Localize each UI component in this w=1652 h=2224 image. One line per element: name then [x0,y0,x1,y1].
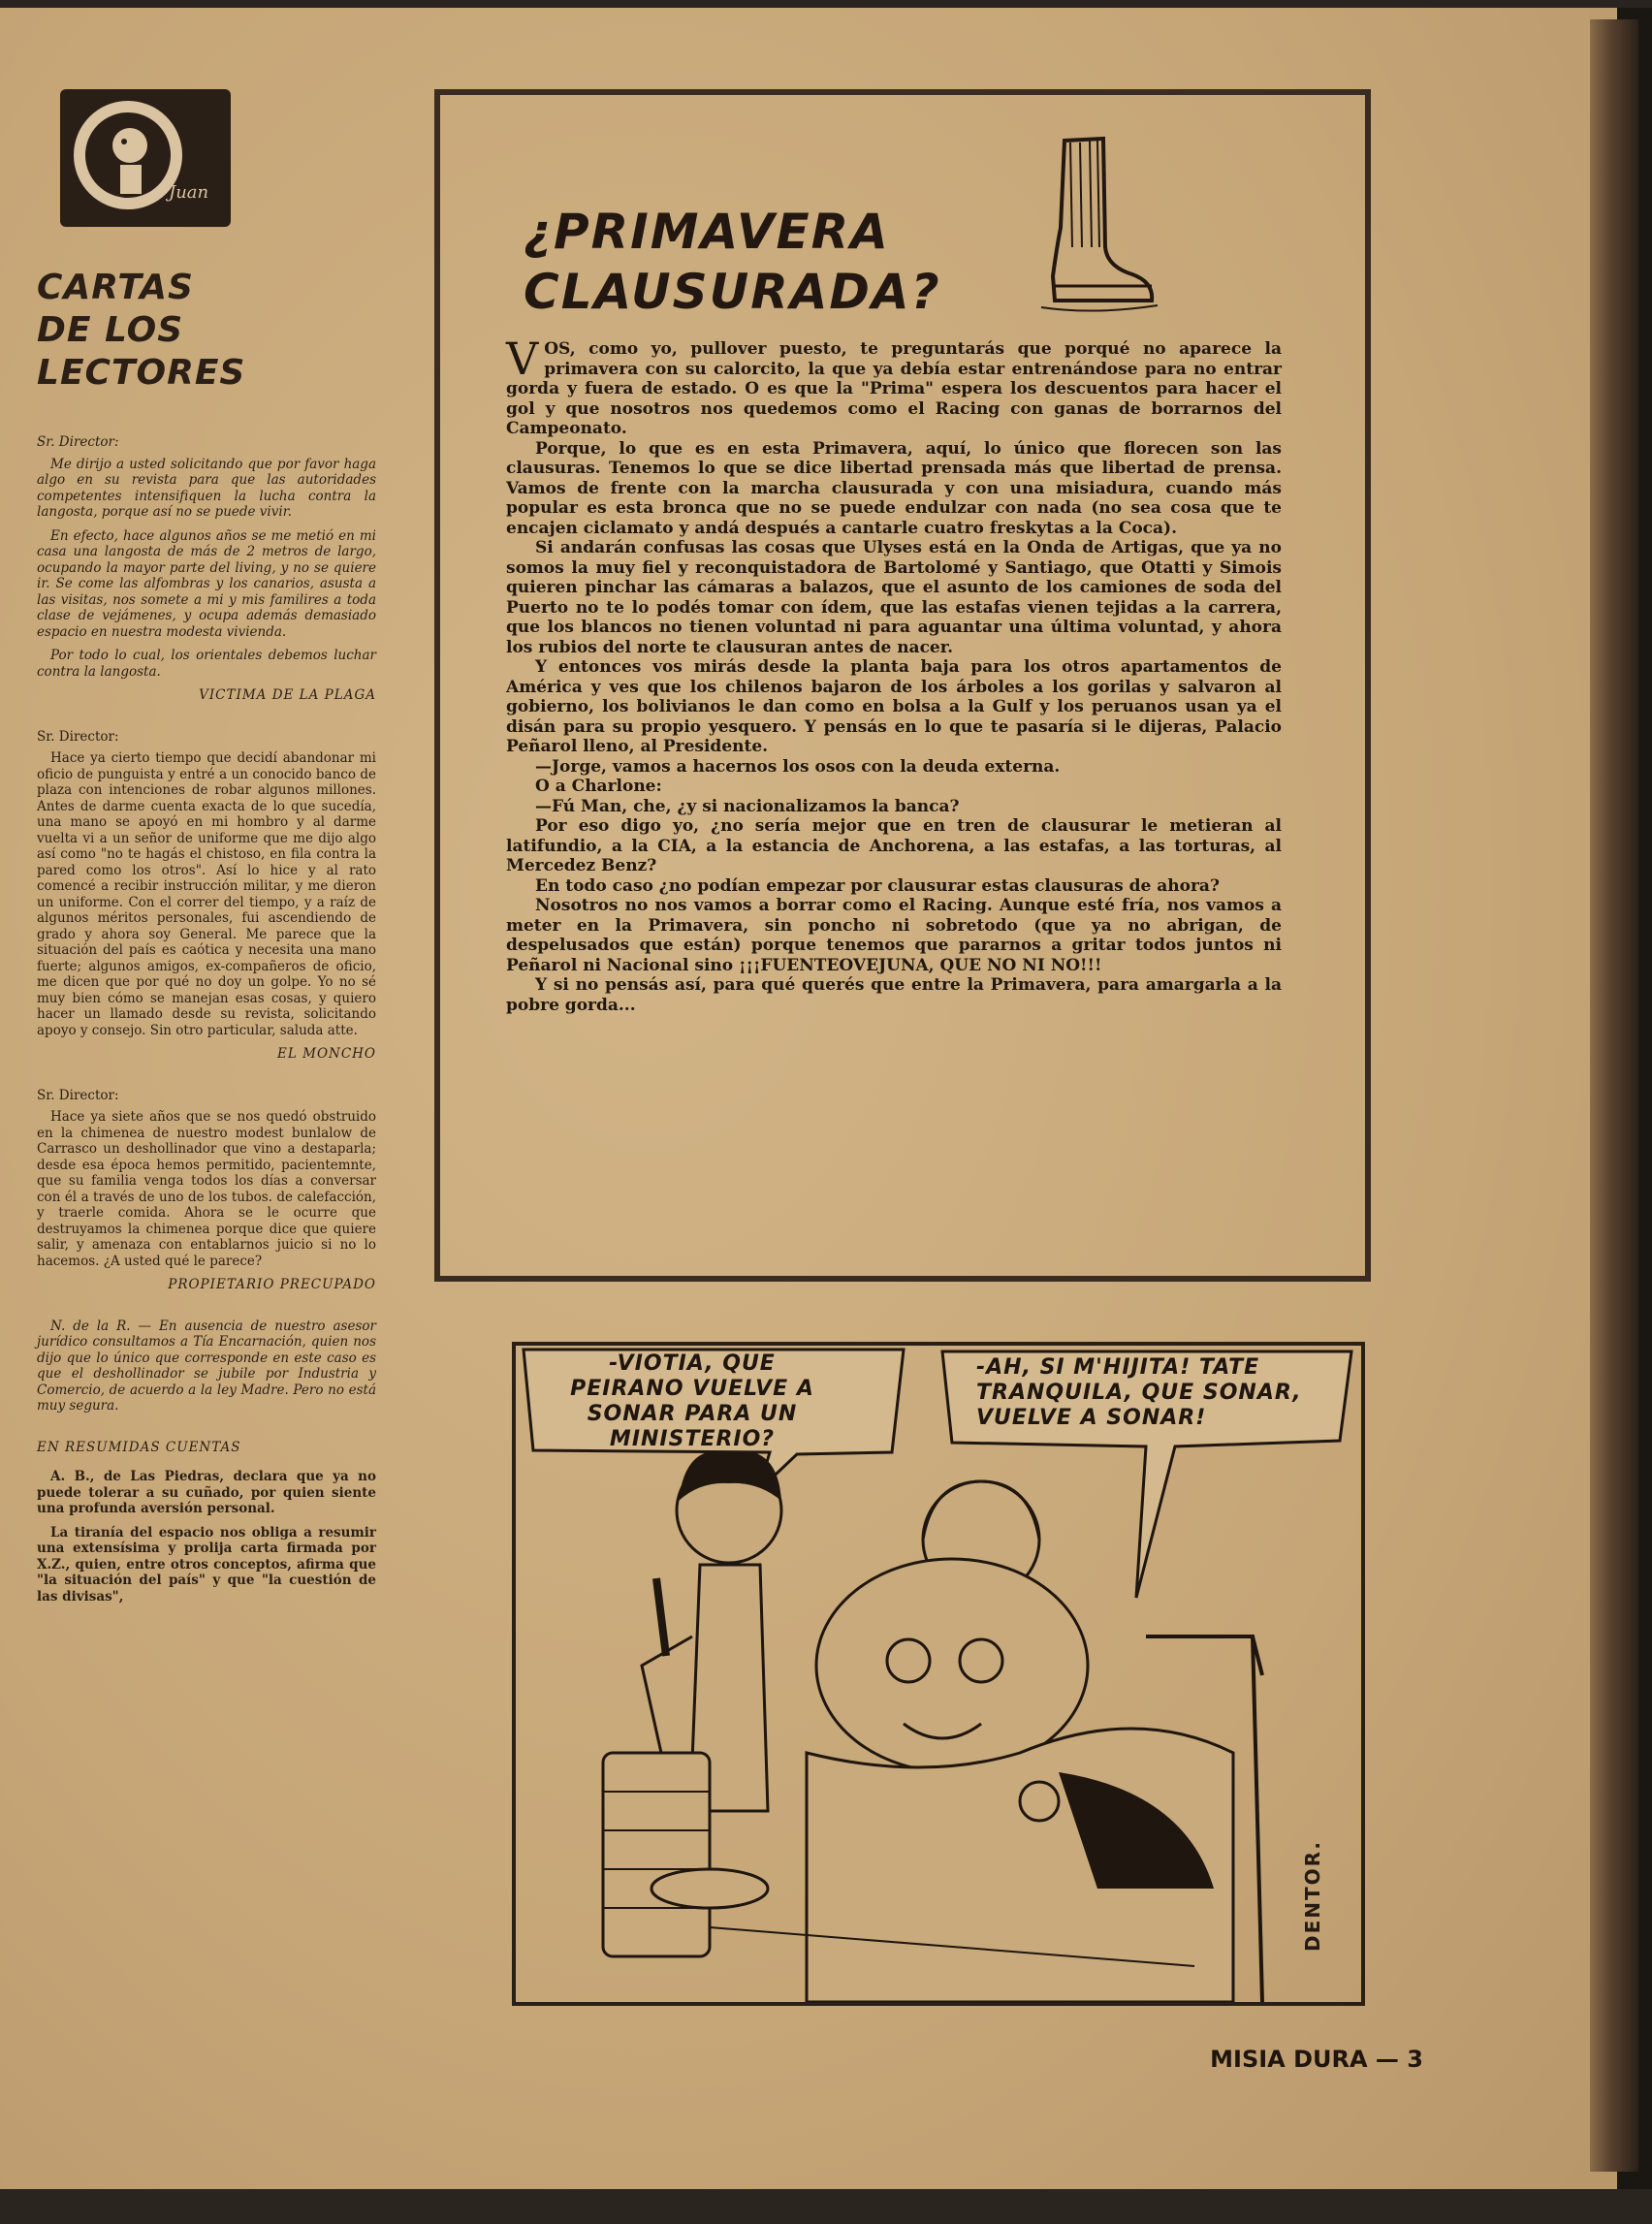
speech-bubble-left: -VIOTIA, QUE PEIRANO VUELVE A SONAR PARA UN MINISTERIO? [570,1351,814,1451]
article-paragraph [506,333,1282,439]
letter-paragraph: Hace ya cierto tiempo que decidí abandonar mi oficio de punguista y entré a un conocido banco de plaza con intenciones de robar algunos millones. Antes de darme cuenta exacta de lo que sucedía, una mano se apoyó en mi hombro y al darme vuelta vi a un señor de uniforme que me dijo algo así como "no te hagás el chistoso, en fila contra la pared como los otros". Así lo hice y al rato comencé a recibir instrucción militar, y me dieron un uniforme. Con el correr del tiempo, y a raíz de algunos méritos personales, fui ascendiendo de grado y ahora soy General. Me parece que la situación del país es caótica y necesita una mano fuerte; algunos amigos, ex-compañeros de oficio, me dicen que por qué no doy un golpe. Yo no sé muy bien cómo se manejan esas cosas, y quiero hacer un llamado desde su revista, solicitando apoyo y consejo. Sin otro particular, saluda atte. [37,750,376,1038]
artist-signature: DENTOR. [1301,1840,1324,1953]
article-title-line: ¿PRIMAVERA [524,204,890,260]
editor-note [37,1319,376,1414]
column-title-line: DE LOS [37,310,184,350]
article-paragraph: Si andarán confusas las cosas que Ulyses está en la Onda de Artigas, que ya no somos la muy fiel y reconquistadora de Bartolomé y Santiago, que Otatti y Simois quieren pinchar las cámaras a balazos, que el asunto de los camiones de soda del Puerto no te lo podés tomar con ídem, que las estafas vienen tejidas a la carrera, que los blancos no tienen voluntad ni para aguantar una última voluntad, y ahora los rubios del norte te clausuran antes de nacer. [506,538,1282,657]
article-dropcap: V [506,333,539,385]
letter-signature: VICTIMA DE LA PLAGA [199,687,376,703]
boot-illustration-icon [1035,131,1161,315]
letter-paragraph: Hace ya siete años que se nos quedó obstruido en la chimenea de nuestro modest bunlalow de Carrasco un deshollinador que vino a destaparla; desde esa época hemos permitido, pacientemnte, que su familia venga todos los días a conversar con él a través de uno de los tubos. de calefacción, y traerle comida. Ahora se le ocurre que destruyamos la chimenea porque dice que quiere salir, y amenaza con entablarnos juicio si no lo hacemos. ¿A usted qué le parece? [37,1109,376,1269]
comic-panel [512,1342,1365,2006]
column-logo [60,89,231,227]
letter-paragraph: Me dirijo a usted solicitando que por favor haga algo en su revista para que las autoridades competentes intensifiquen la lucha contra la langosta, porque así no se puede vivir. [37,456,376,520]
article-title-line: CLAUSURADA? [524,264,941,320]
article-paragraph: —Fú Man, che, ¿y si nacionalizamos la banca? [535,796,960,816]
column-title-line: LECTORES [37,353,246,393]
article-paragraph: Por eso digo yo, ¿no sería mejor que en tren de clausurar le metieran al latifundio, a la CIA, a la estancia de Anchorena, a las estafas, a las torturas, al Mercedez Benz? [506,816,1282,875]
letter-signature: PROPIETARIO PRECUPADO [168,1277,376,1292]
binding-edge [1590,19,1638,2172]
column-title [37,267,250,395]
letter-3 [37,1088,376,1293]
speech-bubble-right: -AH, SI M'HIJITA! TATE TRANQUILA, QUE SONAR, VUELVE A SONAR! [976,1355,1302,1430]
article-paragraph: Porque, lo que es en esta Primavera, aquí, lo único que florecen son las clausuras. Tenemos lo que se dice libertad prensada más que libertad de prensa. Vamos de frente con la marcha clausurada y con una misiadura, cuando más popular es esta bronca que no se puede endulzar con nada (no sea cosa que te encajen ciclamato y andá después a cantarle cuatro freskytas a la Coca). [506,438,1282,538]
letter-signature: EL MONCHO [277,1046,376,1062]
article-title [524,202,941,322]
article-paragraph: En todo caso ¿no podían empezar por clausurar estas clausuras de ahora? [535,875,1220,896]
article-body [506,333,1282,1015]
letter-salutation: Sr. Director: [37,1087,119,1103]
column-title-line: CARTAS [37,268,194,307]
article-paragraph: O a Charlone: [535,777,662,796]
mascot-logo-icon [60,89,231,227]
summary-section [37,1469,376,1604]
letter-paragraph: Por todo lo cual, los orientales debemos luchar contra la langosta. [37,648,376,680]
page-footer: MISIA DURA — 3 [1210,2046,1423,2073]
letters-column [37,434,376,1630]
letter-1 [37,434,376,704]
letter-2 [37,729,376,1063]
scan-bottom-edge [0,2189,1652,2224]
editor-note-text: N. de la R. — En ausencia de nuestro asesor jurídico consultamos a Tía Encarnación, quien nos dijo que lo único que corresponde en este caso es que el deshollinador se jubile por Industria y Comercio, de acuerdo a la ley Madre. Pero no está muy segura. [37,1318,376,1414]
summary-paragraph: La tiranía del espacio nos obliga a resumir una extensísima y prolija carta firmada por X.Z., quien, entre otros conceptos, afirma que "la situación del país" y que "la cuestión de las divisas", [37,1524,376,1604]
summary-paragraph: A. B., de Las Piedras, declara que ya no puede tolerar a su cuñado, por quien siente una profunda aversión personal. [37,1469,376,1516]
article-paragraph: Y entonces vos mirás desde la planta baja para los otros apartamentos de América y ves que los chilenos bajaron de los árboles a los gorilas y salvaron al gobierno, los bolivianos le dan como en bolsa a la Gulf y los peruanos usan ya el disán para su propio yesquero. Y pensás en lo que te pasaría si le dijeras, Palacio Peñarol lleno, al Presidente. [506,657,1282,756]
logo-signature: Juan [169,182,209,203]
letter-salutation: Sr. Director: [37,728,119,745]
summary-heading: EN RESUMIDAS CUENTAS [37,1439,241,1455]
article-paragraph: —Jorge, vamos a hacernos los osos con la deuda externa. [535,756,1061,777]
article-paragraph: Nosotros no nos vamos a borrar como el Racing. Aunque esté fría, nos vamos a meter en la Primavera, sin poncho ni sobretodo (que ya no abrigan, de despelusados que están) porque tenemos que pararnos a gritar todos juntos ni Peñarol ni Nacional sino ¡¡¡FUENTEOVEJUNA, QUE NO NI NO!!! [506,896,1282,975]
article-paragraph-text: OS, como yo, pullover puesto, te preguntarás que porqué no aparece la primavera con su calorcito, la que ya debía estar entrenándose para no entrar gorda y fuera de estado. O es que la "Prima" espera los descuentos para hacer el gol y que nosotros nos quedemos como el Racing con ganas de borrarnos del Campeonato. [506,339,1282,438]
article-paragraph: Y si no pensás así, para qué querés que entre la Primavera, para amargarla a la pobre gorda... [506,975,1282,1015]
letter-salutation: Sr. Director: [37,434,119,450]
letter-paragraph: En efecto, hace algunos años se me metió en mi casa una langosta de más de 2 metros de largo, ocupando la mayor parte del living, y no se quiere ir. Se come las alfombras y los canarios, asusta a las visitas, nos somete a mi y mis familires a toda clase de vejámenes, y ocupa además demasiado espacio en nuestra modesta vivienda. [37,527,376,640]
scan-top-edge [0,0,1652,8]
